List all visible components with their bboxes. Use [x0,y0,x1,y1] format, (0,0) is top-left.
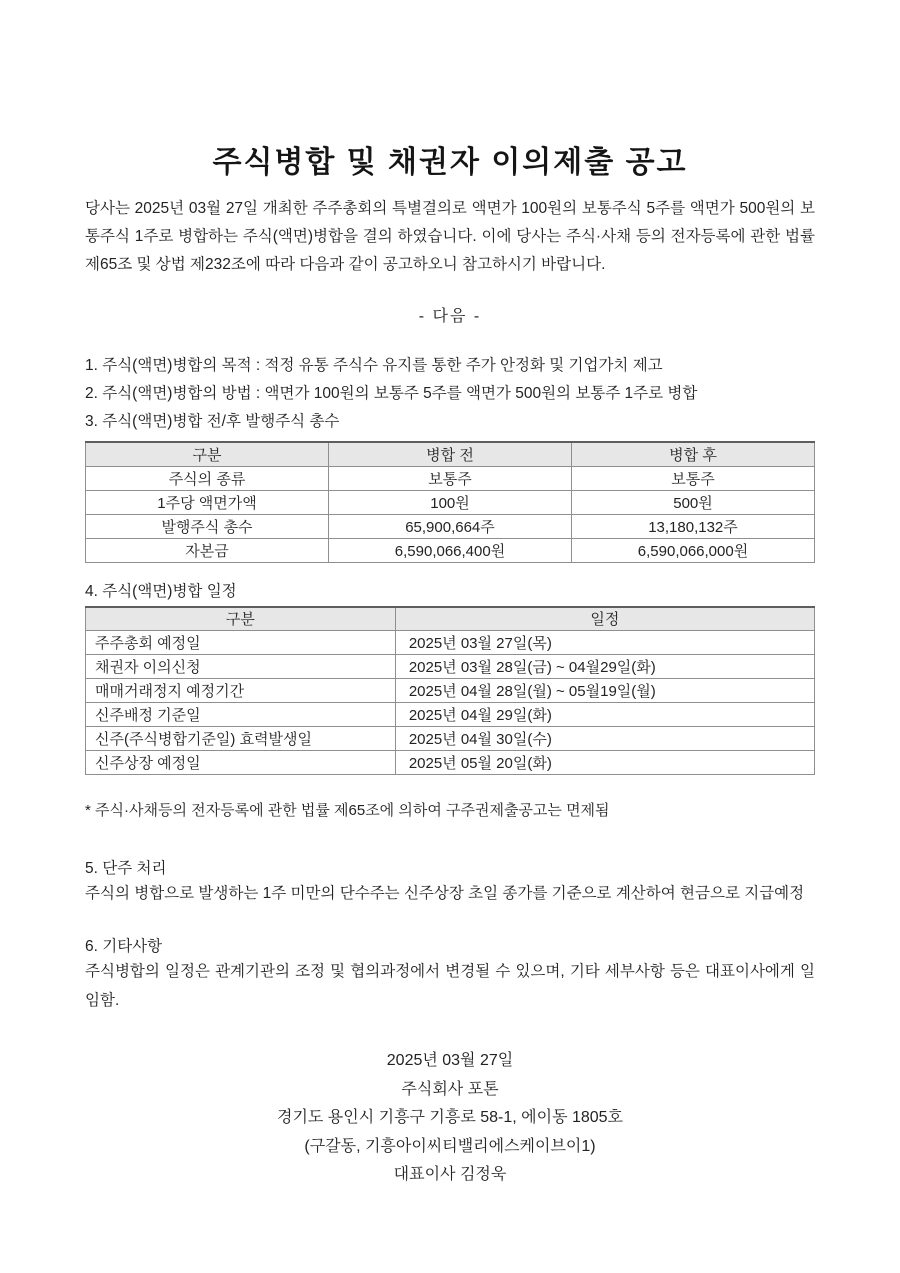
schedule-table [85,606,815,776]
table-row [86,631,815,655]
section5-body: 주식의 병합으로 발생하는 1주 미만의 단수주는 신주상장 초일 종가를 기준으로 계산하여 현금으로 지급예정 [85,885,805,902]
table-row [86,514,815,538]
table-row [86,727,815,751]
page-title: 주식병합 및 채권자 이의제출 공고 [212,146,688,179]
cell-effective-date-label: 신주(주식병합기준일) 효력발생일 [86,727,396,751]
cell-new-listing-label: 신주상장 예정일 [86,751,396,775]
cell-allotment-record-label: 신주배정 기준일 [86,703,396,727]
exemption-note: * 주식·사채등의 전자등록에 관한 법률 제65조에 의하여 구주권제출공고는 면제됨 [85,802,610,819]
cell-par-value-label: 1주당 액면가액 [86,490,329,514]
cell-par-value-before: 100원 [329,490,572,514]
footer-address-line2: (구갈동, 기흥아이씨티밸리에스케이브이1) [304,1137,596,1155]
col-header-before: 병합 전 [329,442,572,466]
col-header-after: 병합 후 [572,442,815,466]
table-header-row [86,442,815,466]
col-header-category: 구분 [86,607,396,631]
section6-body: 주식병합의 일정은 관계기관의 조정 및 협의과정에서 변경될 수 있으며, 기타 세부사항 등은 대표이사에게 일임함. [85,963,815,1009]
table-header-row [86,607,815,631]
cell-allotment-record-date: 2025년 04월 29일(화) [395,703,814,727]
item-share-totals: 3. 주식(액면)병합 전/후 발행주식 총수 [85,413,340,430]
col-header-category: 구분 [86,442,329,466]
cell-par-value-after: 500원 [572,490,815,514]
cell-trading-halt-period: 2025년 04월 28일(월) ~ 05월19일(월) [395,679,814,703]
cell-trading-halt-label: 매매거래정지 예정기간 [86,679,396,703]
merge-summary-table [85,441,815,563]
cell-share-type-before: 보통주 [329,466,572,490]
cell-effective-date: 2025년 04월 30일(수) [395,727,814,751]
table-row [86,490,815,514]
footer-block [85,1047,815,1190]
cell-agm-label: 주주총회 예정일 [86,631,396,655]
intro-paragraph: 당사는 2025년 03월 27일 개최한 주주총회의 특별결의로 액면가 100원의 보통주식 5주를 액면가 500원의 보통주식 1주로 병합하는 주식(액면)병합을 결의 하였습니다. 이에 당사는 주식·사채 등의 전자등록에 관한 법률 제65조 및 상법 제232조에 따라 다음과 같이 공고하오니 참고하시기 바랍니다. [85,200,815,273]
cell-capital-after: 6,590,066,000원 [572,538,815,562]
table-row [86,655,815,679]
cell-creditor-objection-period: 2025년 03월 28일(금) ~ 04월29일(화) [395,655,814,679]
section6-title: 6. 기타사항 [85,938,163,955]
cell-new-listing-date: 2025년 05월 20일(화) [395,751,814,775]
daeum-separator: - 다음 - [418,308,482,325]
cell-total-shares-before: 65,900,664주 [329,514,572,538]
section5-title: 5. 단주 처리 [85,860,167,877]
footer-company-name: 주식회사 포톤 [401,1080,499,1098]
table-row [86,679,815,703]
cell-capital-before: 6,590,066,400원 [329,538,572,562]
cell-share-type-after: 보통주 [572,466,815,490]
footer-address-line1: 경기도 용인시 기흥구 기흥로 58-1, 에이동 1805호 [276,1109,624,1126]
item-purpose: 1. 주식(액면)병합의 목적 : 적정 유통 주식수 유지를 통한 주가 안정화 및 기업가치 제고 [85,357,663,374]
item-method: 2. 주식(액면)병합의 방법 : 액면가 100원의 보통주 5주를 액면가 500원의 보통주 1주로 병합 [85,385,698,402]
cell-share-type-label: 주식의 종류 [86,466,329,490]
cell-capital-label: 자본금 [86,538,329,562]
table-row [86,703,815,727]
footer-date: 2025년 03월 27일 [386,1052,514,1069]
cell-agm-date: 2025년 03월 27일(목) [395,631,814,655]
table-row [86,751,815,775]
footer-ceo-name: 대표이사 김정욱 [393,1166,507,1183]
cell-creditor-objection-label: 채권자 이의신청 [86,655,396,679]
section4-title: 4. 주식(액면)병합 일정 [85,582,237,600]
col-header-schedule: 일정 [395,607,814,631]
cell-total-shares-after: 13,180,132주 [572,514,815,538]
numbered-items [85,352,815,436]
cell-total-shares-label: 발행주식 총수 [86,514,329,538]
table-row [86,466,815,490]
table-row [86,538,815,562]
